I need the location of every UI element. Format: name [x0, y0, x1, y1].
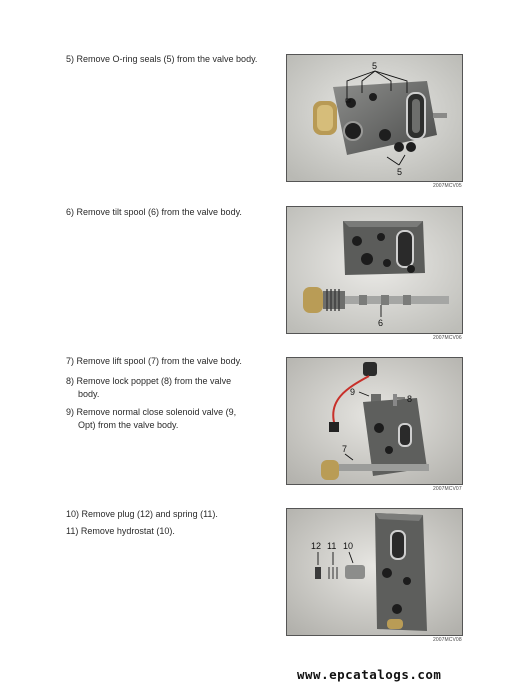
step-10-text: 10) Remove plug (12) and spring (11). [66, 509, 218, 519]
step-5 [66, 53, 257, 66]
footer-url: www.epcatalogs.com [297, 667, 442, 682]
figure-tilt-spool-caption: 2007MCV06 [433, 335, 462, 341]
step-8-text: 8) Remove lock poppet (8) from the valve [66, 376, 232, 386]
figure-hydrostat-photo [286, 508, 463, 636]
step-11 [66, 525, 175, 538]
step-7-text: 7) Remove lift spool (7) from the valve body. [66, 356, 242, 366]
step-8 [66, 375, 231, 400]
callout-5-top: 5 [372, 61, 378, 71]
step-9-text-cont: Opt) from the valve body. [78, 419, 179, 430]
callout-8: 8 [407, 394, 413, 404]
figure-oring-caption: 2007MCV05 [433, 183, 462, 189]
figure-hydrostat-caption: 2007MCV08 [433, 637, 462, 643]
step-9-text: 9) Remove normal close solenoid valve (9, [66, 407, 237, 417]
callout-6: 6 [378, 318, 384, 328]
callout-10: 10 [343, 541, 354, 551]
figure-oring-photo [286, 54, 463, 182]
callout-5-bottom: 5 [397, 167, 403, 177]
step-9 [66, 406, 236, 431]
step-10 [66, 508, 218, 521]
step-6-text: 6) Remove tilt spool (6) from the valve body. [66, 207, 242, 217]
figure-lift-spool-photo [286, 357, 463, 485]
callout-12: 12 [311, 541, 322, 551]
step-5-text: 5) Remove O-ring seals (5) from the valve body. [66, 54, 258, 64]
step-7 [66, 355, 242, 368]
figure-tilt-spool-photo [286, 206, 463, 334]
callout-11: 11 [327, 541, 337, 551]
callout-7: 7 [342, 444, 348, 454]
callout-9: 9 [350, 387, 356, 397]
step-6 [66, 206, 242, 219]
step-8-text-cont: body. [78, 388, 100, 399]
figure-lift-spool-caption: 2007MCV07 [433, 486, 462, 492]
step-11-text: 11) Remove hydrostat (10). [66, 526, 175, 536]
